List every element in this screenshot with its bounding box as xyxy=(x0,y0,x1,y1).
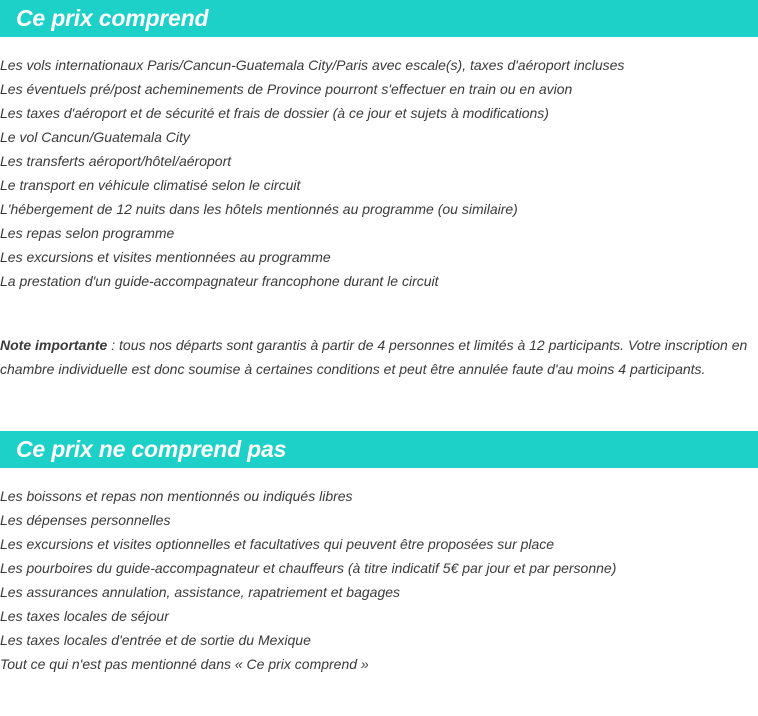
important-note xyxy=(0,333,758,381)
list-item: Les pourboires du guide-accompagnateur et chauffeurs (à titre indicatif 5€ par jour et par personne) xyxy=(0,560,617,576)
list-item: Les assurances annulation, assistance, rapatriement et bagages xyxy=(0,584,401,600)
excludes-list xyxy=(0,484,758,676)
excludes-header xyxy=(0,431,758,468)
includes-header xyxy=(0,0,758,37)
list-item: Les boissons et repas non mentionnés ou indiqués libres xyxy=(0,488,353,504)
includes-title: Ce prix comprend xyxy=(16,5,209,31)
list-item: Les excursions et visites optionnelles et facultatives qui peuvent être proposées sur place xyxy=(0,536,555,552)
list-item: Les taxes d'aéroport et de sécurité et frais de dossier (à ce jour et sujets à modifications) xyxy=(0,105,549,121)
list-item: Les excursions et visites mentionnées au programme xyxy=(0,249,331,265)
list-item: Les repas selon programme xyxy=(0,225,175,241)
note-text: : tous nos départs sont garantis à partir de 4 personnes et limités à 12 participants. Votre inscription en chambre individuelle est donc soumise à certaines conditions et peut être annulée faute d'au moins 4 participants. xyxy=(0,337,748,377)
list-item: Le vol Cancun/Guatemala City xyxy=(0,129,190,145)
list-item: Tout ce qui n'est pas mentionné dans « Ce prix comprend » xyxy=(0,656,369,672)
includes-list xyxy=(0,53,758,293)
list-item: La prestation d'un guide-accompagnateur francophone durant le circuit xyxy=(0,273,439,289)
list-item: Le transport en véhicule climatisé selon le circuit xyxy=(0,177,301,193)
list-item: L'hébergement de 12 nuits dans les hôtels mentionnés au programme (ou similaire) xyxy=(0,201,518,217)
note-label: Note importante xyxy=(0,337,108,353)
list-item: Les dépenses personnelles xyxy=(0,512,171,528)
list-item: Les taxes locales d'entrée et de sortie du Mexique xyxy=(0,632,311,648)
list-item: Les transferts aéroport/hôtel/aéroport xyxy=(0,153,232,169)
list-item: Les éventuels pré/post acheminements de Province pourront s'effectuer en train ou en avion xyxy=(0,81,573,97)
list-item: Les taxes locales de séjour xyxy=(0,608,169,624)
list-item: Les vols internationaux Paris/Cancun-Guatemala City/Paris avec escale(s), taxes d'aéroport incluses xyxy=(0,57,625,73)
excludes-title: Ce prix ne comprend pas xyxy=(16,436,287,462)
